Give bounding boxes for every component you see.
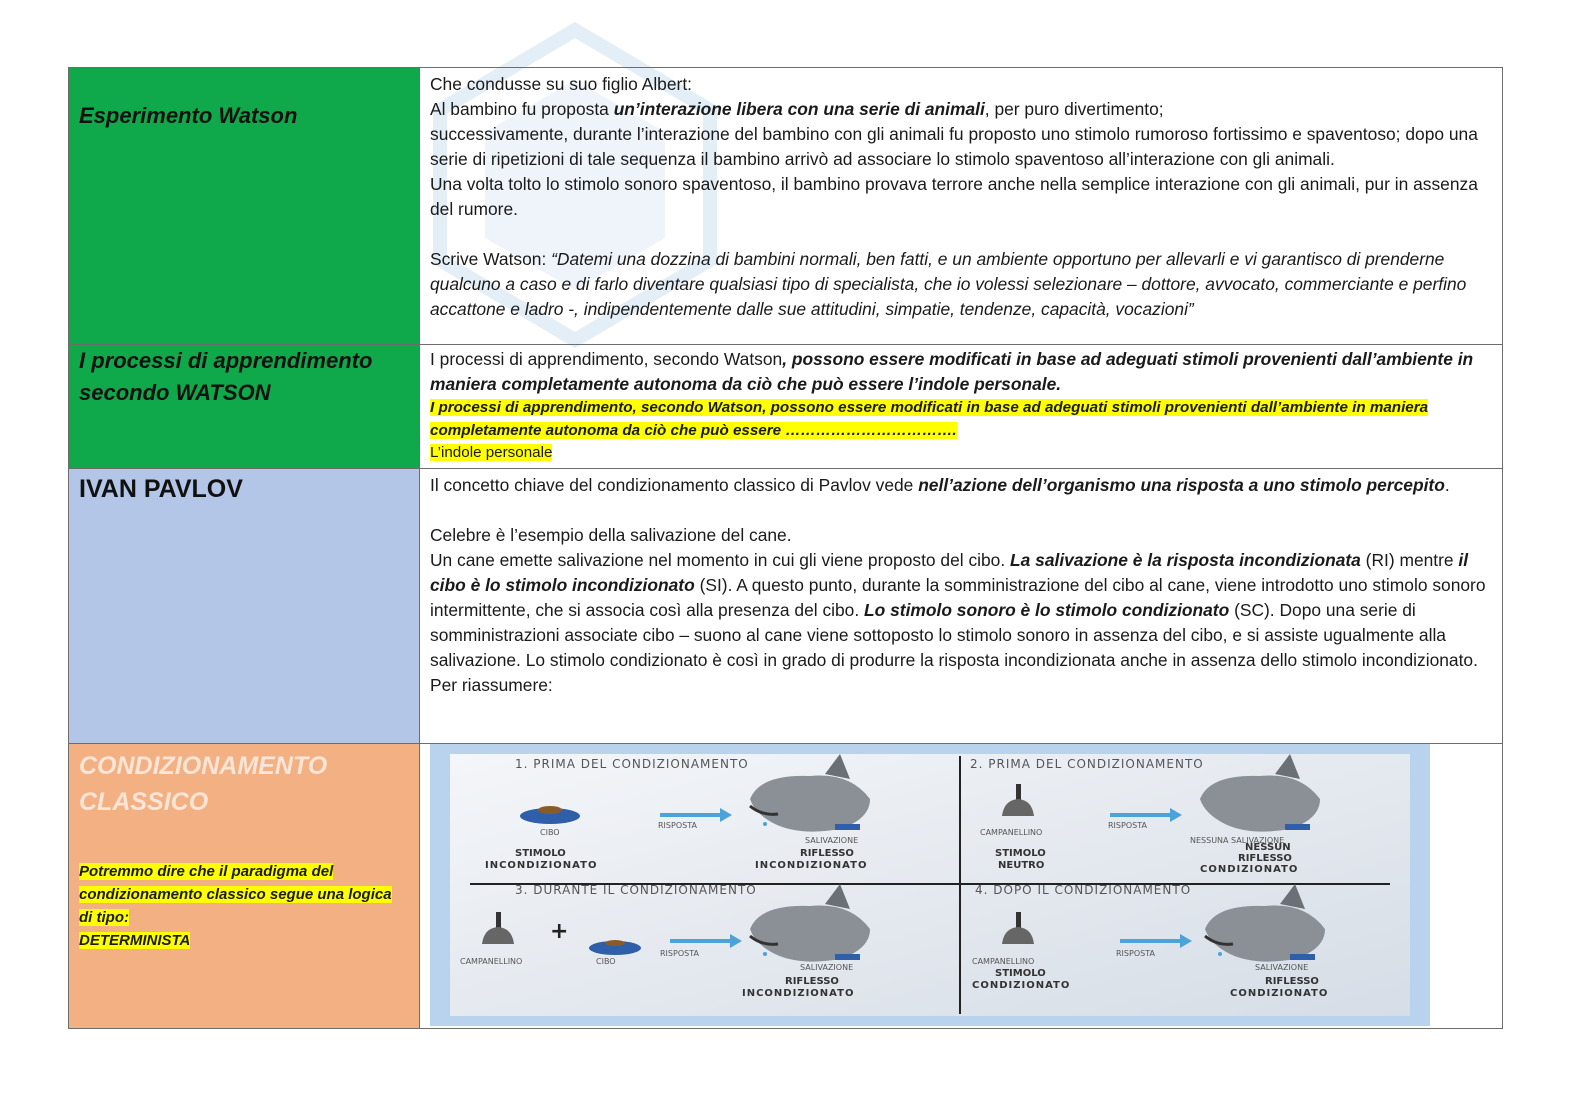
label-cibo: CIBO [596, 957, 616, 966]
paragraph [430, 72, 1492, 97]
text-bold: La salivazione è la risposta incondizionata [1010, 550, 1361, 570]
label-riflesso: RIFLESSO [785, 976, 839, 987]
paragraph [430, 122, 1492, 172]
label-neutro: NEUTRO [998, 860, 1045, 871]
arrow-icon [1120, 939, 1180, 943]
label-risposta: RISPOSTA [658, 821, 697, 830]
paragraph [430, 523, 1492, 548]
paragraph [430, 97, 1492, 122]
text: successivamente, durante l’interazione del bambino con gli animali fu proposto uno stimolo rumoroso fortissimo e spaventoso; dopo una serie di ripetizioni di tale sequenza il bambino arrivò ad associare lo stimolo spaventoso all’interazione con gli animali. [430, 124, 1478, 169]
heading-esperimento-watson: Esperimento Watson [79, 103, 298, 128]
cell-heading-processi [69, 345, 420, 469]
food-icon [538, 806, 562, 814]
document-page [68, 67, 1503, 1025]
label-risposta: RISPOSTA [660, 949, 699, 958]
heading-processi-watson: I processi di apprendimento secondo WATSON [79, 348, 373, 405]
text-highlight: L’indole personale [430, 444, 553, 461]
text: Al bambino fu proposta [430, 99, 614, 119]
q4-title: 4. DOPO IL CONDIZIONAMENTO [975, 883, 1192, 897]
plus-sign: + [550, 919, 569, 944]
label-campanellino: CAMPANELLINO [980, 828, 1043, 837]
arrow-icon [670, 939, 730, 943]
label-campanellino: CAMPANELLINO [460, 957, 523, 966]
label-condizionato: CONDIZIONATO [1200, 864, 1299, 875]
cell-heading-pavlov [69, 469, 420, 744]
note-answer: DETERMINISTA [79, 932, 191, 949]
label-stimolo: STIMOLO [515, 848, 566, 859]
label-riflesso: RIFLESSO [800, 848, 854, 859]
text: . [1444, 475, 1450, 495]
text-bold: nell’azione dell’organismo una risposta a uno stimolo percepito [918, 475, 1445, 495]
paragraph [430, 548, 1492, 698]
content-table [68, 67, 1503, 1029]
cell-diagram [420, 744, 1503, 1029]
paragraph [430, 347, 1492, 397]
cell-content-watson [420, 68, 1503, 345]
row-esperimento-watson [69, 68, 1503, 345]
watson-quote: “Datemi una dozzina di bambini normali, ben fatti, e un ambiente opportuno per allevarli e vi garantisco di prenderne qualcuno a caso e di farlo diventare qualsiasi tipo di specialista, che io volessi selezionare – dottore, avvocato, commerciante e perfino accattone e ladro -, indipendentemente dalle sue attitudini, simpatie, tendenze, capacità, vocazioni” [430, 249, 1467, 319]
cell-content-processi [420, 345, 1503, 469]
q1-title: 1. PRIMA DEL CONDIZIONAMENTO [515, 757, 749, 771]
label-salivazione: SALIVAZIONE [1255, 963, 1309, 972]
label-nessuna-salivazione: NESSUNA SALIVAZIONE [1190, 836, 1285, 845]
label-stimolo: STIMOLO [995, 968, 1046, 979]
food-icon [605, 940, 625, 946]
heading-condizionamento-classico: CONDIZIONAMENTO CLASSICO [79, 752, 328, 816]
text: Una volta tolto lo stimolo sonoro spaventoso, il bambino provava terrore anche nella semplice interazione con gli animali, pur in assenza del rumore. [430, 174, 1478, 219]
text: Scrive Watson: [430, 249, 552, 269]
label-riflesso: RIFLESSO [1265, 976, 1319, 987]
text: , per puro divertimento; [984, 99, 1164, 119]
label-salivazione: SALIVAZIONE [805, 836, 859, 845]
label-incondizionato: INCONDIZIONATO [742, 988, 855, 999]
text-bold: , possono essere modificati in base ad adeguati stimoli provenienti dall’ambiente in maniera completamente autonoma da ciò che può essere l’indole personale. [430, 349, 1474, 394]
cell-heading-watson [69, 68, 420, 345]
label-incondizionato: INCONDIZIONATO [485, 860, 598, 871]
text: (RI) mentre [1360, 550, 1459, 570]
label-stimolo: STIMOLO [995, 848, 1046, 859]
text: Che condusse su suo figlio Albert: [430, 74, 692, 94]
row-condizionamento [69, 744, 1503, 1029]
row-pavlov [69, 469, 1503, 744]
label-incondizionato: INCONDIZIONATO [755, 860, 868, 871]
text-bold: il cibo è lo stimolo incondizionato [430, 550, 1469, 595]
text: (SI). A questo punto, durante la somministrazione del cibo al cane, viene introdotto uno stimolo sonoro intermittente, che si associa così alla presenza del cibo. [430, 575, 1486, 620]
label-condizionato: CONDIZIONATO [1230, 988, 1329, 999]
label-campanellino: CAMPANELLINO [972, 957, 1035, 966]
text-highlight: Potremmo dire che il paradigma del condizionamento classico segue una logica di tipo: [79, 863, 392, 926]
text: Un cane emette salivazione nel momento in cui gli viene proposto del cibo. [430, 550, 1011, 570]
text-highlight: I processi di apprendimento, secondo Watson, possono essere modificati in base ad adeguati stimoli provenienti dall’ambiente in maniera completamente autonoma da ciò che può essere ……………………………. [430, 399, 1429, 439]
cell-content-pavlov [420, 469, 1503, 744]
text-bold: Lo stimolo sonoro è lo stimolo condizionato [864, 600, 1230, 620]
text: (SC). Dopo una serie di somministrazioni associate cibo – suono al cane viene sottoposto lo stimolo sonoro in assenza del cibo, e si assiste ugualmente alla salivazione. Lo stimolo condizionato è così in grado di produrre la risposta incondizionata anche in assenza dello stimolo incondizionato. Per riassumere: [430, 600, 1478, 695]
label-salivazione: SALIVAZIONE [800, 963, 854, 972]
text: Il concetto chiave del condizionamento classico di Pavlov vede [430, 475, 919, 495]
q3-title: 3. DURANTE IL CONDIZIONAMENTO [515, 883, 757, 897]
highlight-answer [430, 442, 1492, 464]
arrow-icon [660, 813, 720, 817]
paragraph [430, 172, 1492, 222]
conditioning-diagram [430, 744, 1430, 1026]
text: Celebre è l’esempio della salivazione del cane. [430, 525, 792, 545]
row-processi-watson [69, 345, 1503, 469]
paragraph [430, 473, 1492, 498]
label-nessun: NESSUN [1245, 842, 1291, 853]
heading-ivan-pavlov: IVAN PAVLOV [79, 475, 243, 503]
text: I processi di apprendimento, secondo Watson [430, 349, 783, 369]
label-risposta: RISPOSTA [1108, 821, 1147, 830]
arrow-icon [1110, 813, 1170, 817]
paragraph-quote [430, 247, 1492, 322]
note-paradigma [79, 860, 409, 952]
label-risposta: RISPOSTA [1116, 949, 1155, 958]
label-cibo: CIBO [540, 828, 560, 837]
label-condizionato: CONDIZIONATO [972, 980, 1071, 991]
q2-title: 2. PRIMA DEL CONDIZIONAMENTO [970, 757, 1204, 771]
highlight-question [430, 397, 1492, 442]
cell-heading-condizionamento [69, 744, 420, 1029]
label-riflesso: RIFLESSO [1238, 853, 1292, 864]
text-bold: un’interazione libera con una serie di animali [613, 99, 985, 119]
